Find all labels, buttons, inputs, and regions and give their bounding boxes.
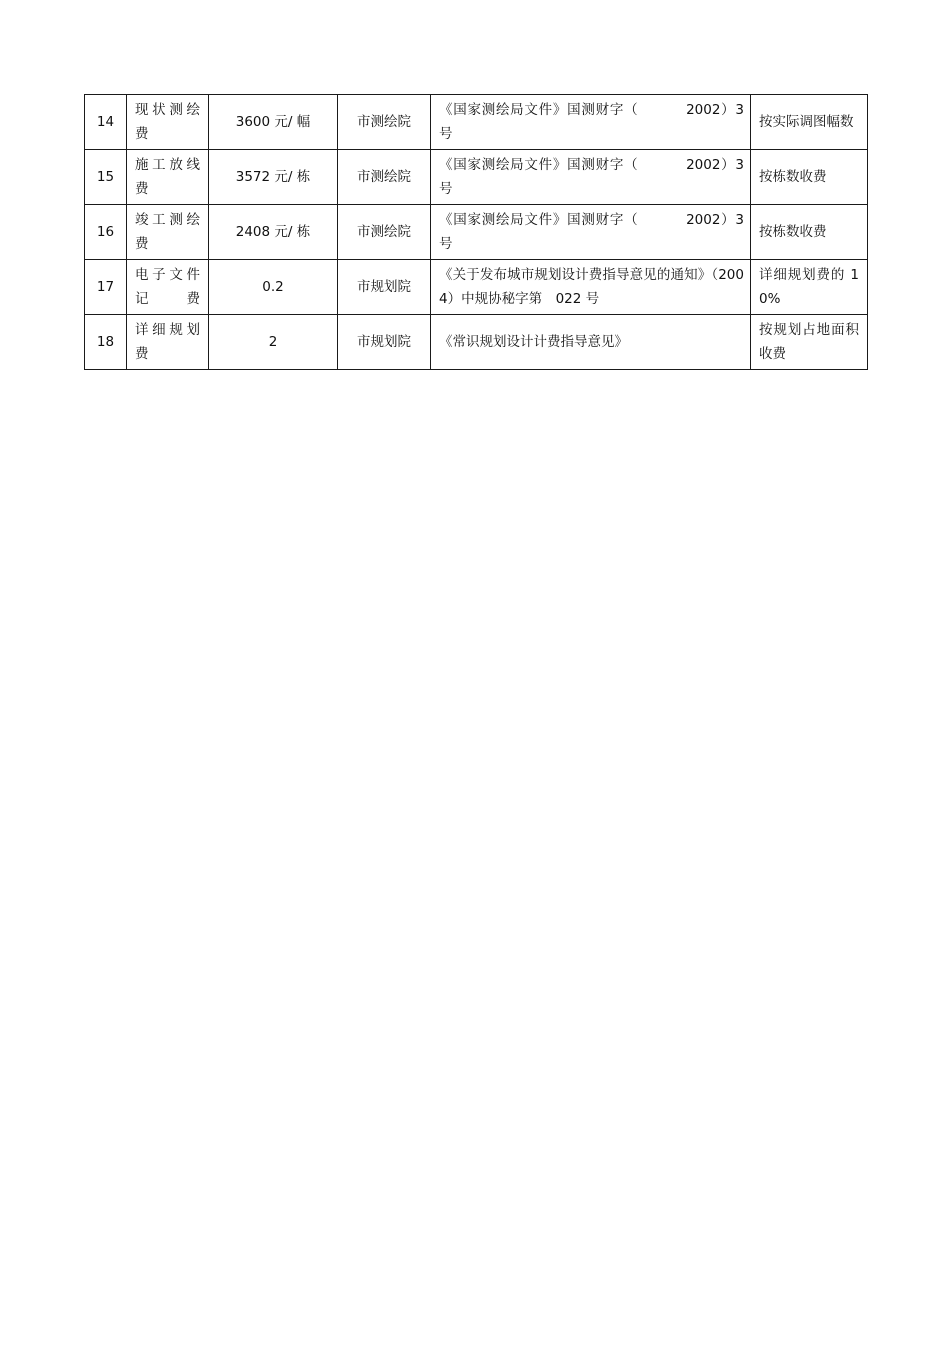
row-number: 16 (85, 205, 127, 260)
fee-standard: 2 (209, 315, 338, 370)
policy-document: 《国家测绘局文件》国测财字（ 2002）3 号 (431, 150, 751, 205)
charging-organization: 市测绘院 (338, 95, 431, 150)
fee-item-name: 电子文件记费 (127, 260, 209, 315)
charging-note: 按栋数收费 (751, 150, 868, 205)
fee-standard: 2408 元/ 栋 (209, 205, 338, 260)
table-row (85, 315, 868, 370)
fee-standard: 3572 元/ 栋 (209, 150, 338, 205)
policy-document: 《国家测绘局文件》国测财字（ 2002）3 号 (431, 95, 751, 150)
charging-note: 按规划占地面积收费 (751, 315, 868, 370)
charging-note: 按实际调图幅数 (751, 95, 868, 150)
table-row (85, 205, 868, 260)
charging-note: 按栋数收费 (751, 205, 868, 260)
fee-table (84, 94, 868, 370)
fee-item-name: 详细规划费 (127, 315, 209, 370)
table-row (85, 95, 868, 150)
fee-item-name: 竣工测绘费 (127, 205, 209, 260)
row-number: 17 (85, 260, 127, 315)
row-number: 14 (85, 95, 127, 150)
fee-standard: 3600 元/ 幅 (209, 95, 338, 150)
policy-document: 《常识规划设计计费指导意见》 (431, 315, 751, 370)
charging-organization: 市测绘院 (338, 150, 431, 205)
row-number: 18 (85, 315, 127, 370)
fee-standard: 0.2 (209, 260, 338, 315)
policy-document: 《国家测绘局文件》国测财字（ 2002）3 号 (431, 205, 751, 260)
table-row (85, 150, 868, 205)
charging-organization: 市规划院 (338, 260, 431, 315)
row-number: 15 (85, 150, 127, 205)
charging-organization: 市测绘院 (338, 205, 431, 260)
charging-organization: 市规划院 (338, 315, 431, 370)
charging-note: 详细规划费的 10% (751, 260, 868, 315)
table-row (85, 260, 868, 315)
policy-document: 《关于发布城市规划设计费指导意见的通知》（2004）中规协秘字第 022 号 (431, 260, 751, 315)
fee-item-name: 现状测绘费 (127, 95, 209, 150)
fee-item-name: 施工放线费 (127, 150, 209, 205)
